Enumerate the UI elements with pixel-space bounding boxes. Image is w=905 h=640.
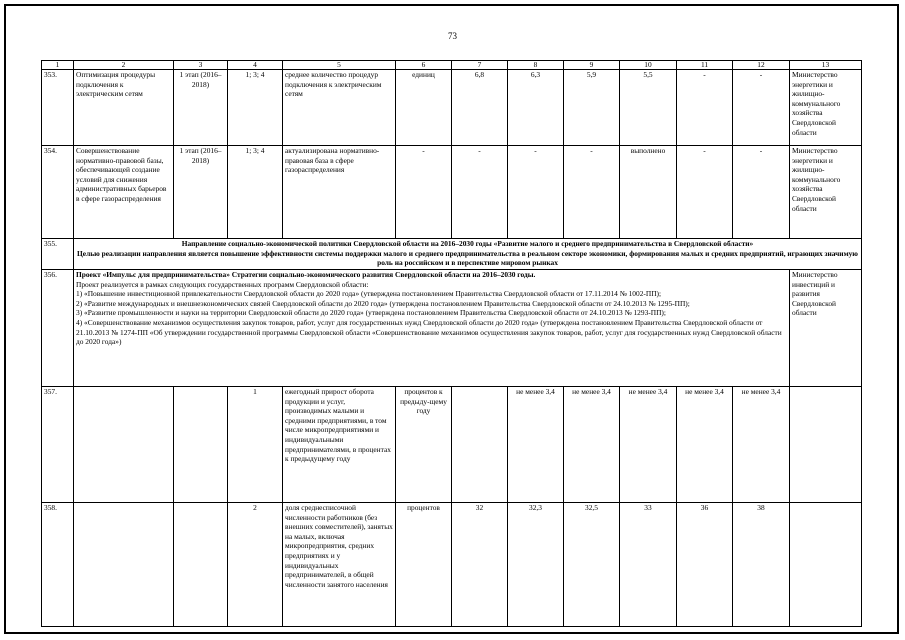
value-2018: 5,9: [564, 70, 620, 146]
direction-title: Направление социально-экономической политики Свердловской области на 2016–2030 годы «Развитие малого и среднего предпринимательства в Свердловской области»: [181, 239, 754, 248]
measure-name: Оптимизация процедуры подключения к электрическим сетям: [74, 70, 174, 146]
measure-name: [74, 503, 174, 627]
row-number: 354.: [42, 146, 74, 239]
unit: процентов к предыду-щему году: [396, 387, 452, 503]
value-2020: -: [677, 146, 733, 239]
stage: [174, 387, 228, 503]
header-cell: 6: [396, 61, 452, 70]
value-2017: 6,3: [508, 70, 564, 146]
table-row: [42, 70, 862, 146]
responsible: Министерство инвестиций и развития Свердловской области: [790, 270, 862, 387]
value-2016: [452, 387, 508, 503]
table-row: [42, 146, 862, 239]
value-2021: не менее 3,4: [733, 387, 790, 503]
value-2016: 6,8: [452, 70, 508, 146]
header-cell: 3: [174, 61, 228, 70]
row-number: 356.: [42, 270, 74, 387]
program-item: 2) «Развитие международных и внешнеэкономических связей Свердловской области до 2020 года» (утверждена постановлением Правительства Свердловской области от 24.10.2013 № 1295-ПП);: [76, 298, 690, 308]
measure-name: [74, 387, 174, 503]
task-numbers: 1; 3; 4: [228, 146, 283, 239]
stage: [174, 503, 228, 627]
responsible: [790, 503, 862, 627]
indicator: среднее количество процедур подключения к электрическим сетям: [283, 70, 396, 146]
value-2017: -: [508, 146, 564, 239]
value-2018: 32,5: [564, 503, 620, 627]
value-2019: не менее 3,4: [620, 387, 677, 503]
unit: процентов: [396, 503, 452, 627]
stage: 1 этап (2016–2018): [174, 146, 228, 239]
header-cell: 4: [228, 61, 283, 70]
task-numbers: 1; 3; 4: [228, 70, 283, 146]
header-cell: 7: [452, 61, 508, 70]
indicator: актуализирована нормативно-правовая база в сфере газораспределения: [283, 146, 396, 239]
unit: -: [396, 146, 452, 239]
responsible: Министерство энергетики и жилищно-коммунального хозяйства Свердловской области: [790, 70, 862, 146]
header-cell: 13: [790, 61, 862, 70]
header-cell: 5: [283, 61, 396, 70]
header-cell: 11: [677, 61, 733, 70]
table-row: [42, 270, 862, 387]
row-number: 357.: [42, 387, 74, 503]
unit: единиц: [396, 70, 452, 146]
responsible: Министерство энергетики и жилищно-коммунального хозяйства Свердловской области: [790, 146, 862, 239]
task-numbers: 2: [228, 503, 283, 627]
value-2016: -: [452, 146, 508, 239]
header-cell: 2: [74, 61, 174, 70]
indicator: доля среднесписочной численности работников (без внешних совместителей), занятых на малых, включая микропредприятия, средних предприятиях и у индивидуальных предпринимателей, в общей численности занятого населения: [283, 503, 396, 627]
value-2016: 32: [452, 503, 508, 627]
page-number: 73: [448, 31, 457, 41]
value-2017: 32,3: [508, 503, 564, 627]
stage: 1 этап (2016–2018): [174, 70, 228, 146]
value-2019: 5,5: [620, 70, 677, 146]
header-cell: 9: [564, 61, 620, 70]
header-cell: 8: [508, 61, 564, 70]
direction-header: [74, 239, 862, 270]
value-2021: -: [733, 146, 790, 239]
header-cell: 1: [42, 61, 74, 70]
value-2020: 36: [677, 503, 733, 627]
value-2017: не менее 3,4: [508, 387, 564, 503]
project-intro: Проект реализуется в рамках следующих государственных программ Свердловской области:: [76, 279, 369, 289]
value-2021: 38: [733, 503, 790, 627]
header-cell: 10: [620, 61, 677, 70]
table-row: [42, 503, 862, 627]
document-table: [41, 60, 862, 627]
value-2021: -: [733, 70, 790, 146]
value-2018: -: [564, 146, 620, 239]
value-2018: не менее 3,4: [564, 387, 620, 503]
task-numbers: 1: [228, 387, 283, 503]
header-cell: 12: [733, 61, 790, 70]
indicator: ежегодный прирост оборота продукции и услуг, производимых малыми и средними предприятиями, в том числе микропредприятиями и индивидуальными предпринимателями, в процентах к предыдущему году: [283, 387, 396, 503]
project-description: [74, 270, 790, 387]
project-title: Проект «Импульс для предпринимательства» Стратегии социально-экономического развития Свердловской области на 2016–2030 годы.: [76, 270, 536, 279]
value-2020: не менее 3,4: [677, 387, 733, 503]
row-number: 355.: [42, 239, 74, 270]
direction-goal: Целью реализации направления является повышение эффективности системы поддержки малого и среднего предпринимательства в реальном секторе экономики, формирования малых и средних предприятий, играющих значимую роль на российском и в перспективе мировом рынках: [77, 248, 858, 268]
program-item: 4) «Совершенствование механизмов осуществления закупок товаров, работ, услуг для государственных нужд Свердловской области до 2020 года» (утверждена постановлением Правительства Свердловской области от 21.10.2013 № 1274-ПП «Об утверждении государственной программы Свердловской области «Совершенствование механизмов осуществления закупок товаров, работ, услуг для государственных нужд Свердловской области до 2020 года»): [76, 317, 782, 347]
row-number: 358.: [42, 503, 74, 627]
value-2020: -: [677, 70, 733, 146]
table-row: [42, 387, 862, 503]
measure-name: Совершенствование нормативно-правовой базы, обеспечивающей создание условий для снижения административных барьеров в сфере газораспределения: [74, 146, 174, 239]
program-item: 1) «Повышение инвестиционной привлекательности Свердловской области до 2020 года» (утверждена постановлением Правительства Свердловской области от 17.11.2014 № 1002-ПП);: [76, 289, 662, 299]
value-2019: 33: [620, 503, 677, 627]
value-2019: выполнено: [620, 146, 677, 239]
header-row: [42, 61, 862, 70]
responsible: [790, 387, 862, 503]
row-number: 353.: [42, 70, 74, 146]
table-row: [42, 239, 862, 270]
program-item: 3) «Развитие промышленности и науки на территории Свердловской области до 2020 года» (утверждена постановлением Правительства Свердловской области от 24.10.2013 № 1293-ПП);: [76, 308, 666, 318]
